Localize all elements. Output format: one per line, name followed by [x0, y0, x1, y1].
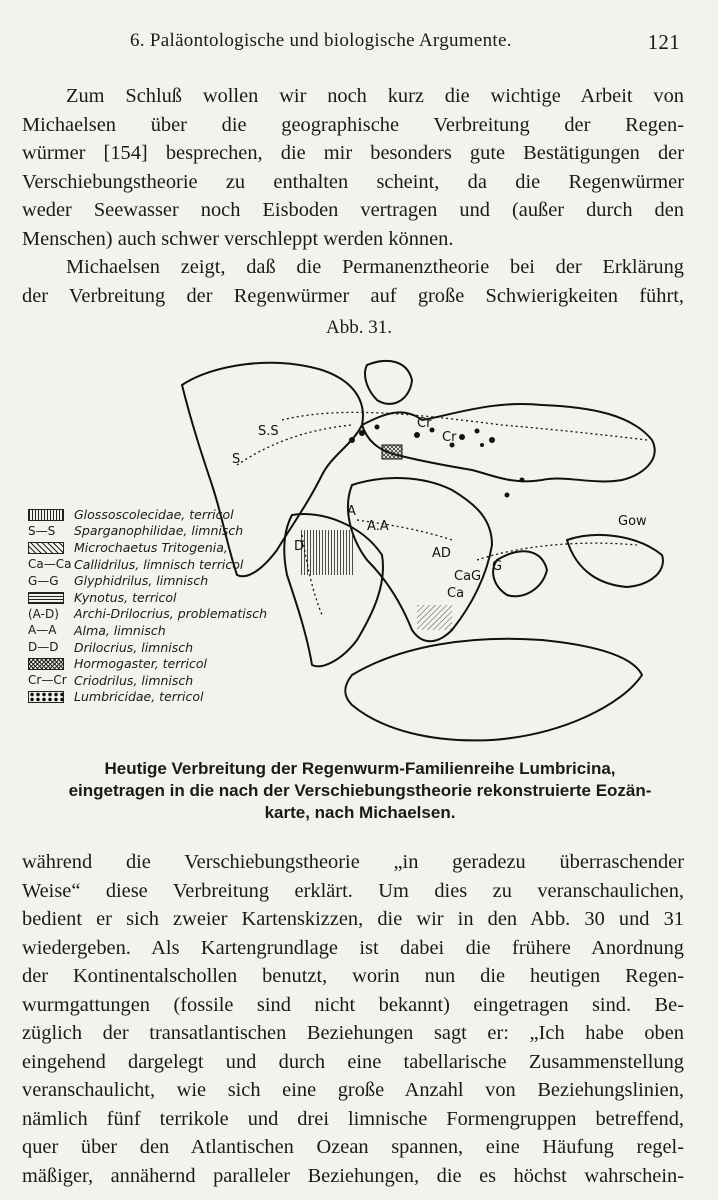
text-line: der Kontinentalschollen benutzt, worin nun die heutigen Regen- — [22, 965, 684, 987]
legend-text: Archi-Drilocrius, problematisch — [74, 606, 268, 622]
legend-text: Glyphidrilus, limnisch — [74, 573, 209, 589]
lumbricidae-dots — [349, 425, 525, 498]
map-label: Ca — [447, 586, 465, 601]
caption-line: karte, nach Michaelsen. — [264, 803, 456, 822]
microchaetus-area — [417, 605, 452, 630]
legend-item — [28, 523, 298, 540]
diagonal-hatch-icon — [28, 542, 64, 554]
legend-text: Callidrilus, limnisch terricol — [74, 556, 244, 572]
text-line: nämlich fünf terrikole und drei limnische Formengruppen betreffend, — [22, 1107, 684, 1130]
glossoscolecidae-area — [300, 530, 355, 575]
figure-legend — [28, 506, 298, 705]
legend-text: Alma, limnisch — [74, 622, 166, 638]
caption-line: eingetragen in die nach der Verschiebungstheorie rekonstruierte Eozän- — [68, 781, 652, 800]
legend-item — [28, 589, 298, 606]
legend-text: Glossoscolecidae, terricol — [74, 506, 234, 522]
text-line: quer über den Atlantischen Ozean spannen, eine Häufung regel- — [22, 1136, 684, 1158]
legend-text: Kynotus, terricol — [74, 589, 177, 605]
caption-line: Heutige Verbreitung der Regenwurm-Familienreihe Lumbricina, — [104, 759, 616, 778]
text-line: eingehend dargelegt und durch eine tabellarische Zusammenstellung — [22, 1050, 684, 1073]
text-line: Weise“ diese Verbreitung erklärt. Um dies zu veranschaulichen, — [22, 879, 684, 902]
text-line: Michaelsen zeigt, daß die Permanenztheorie bei der Erklärung — [66, 256, 684, 278]
legend-item — [28, 655, 298, 672]
greenland-outline — [365, 361, 412, 404]
map-label: Gow — [618, 514, 647, 529]
paragraph-3 — [22, 848, 684, 1190]
map-label: A — [347, 504, 356, 519]
crosshatch-icon — [28, 658, 64, 670]
legend-key: D—D — [28, 640, 59, 655]
map-label: CaG — [454, 569, 482, 584]
legend-item — [28, 556, 298, 573]
text-line: wiedergeben. Als Kartengrundlage ist dabei die frühere Anordnung — [22, 936, 684, 959]
text-line: während die Verschiebungstheorie „in geradezu überraschender — [22, 851, 684, 873]
map-label: S.S — [258, 424, 279, 439]
legend-item — [28, 539, 298, 556]
text-line: Menschen) auch schwer verschleppt werden können. — [22, 227, 454, 250]
running-header — [38, 30, 680, 58]
legend-item — [28, 572, 298, 589]
text-line: züglich der transatlantischen Beziehungen sagt er: „Ich habe oben — [22, 1022, 684, 1044]
legend-item — [28, 506, 298, 523]
hormogaster-area — [382, 445, 402, 459]
text-line: wurmgattungen (fossile sind nicht bekannt) eingetragen sind. Be- — [22, 993, 684, 1016]
dots-icon — [28, 691, 64, 703]
map-label: G — [492, 559, 503, 574]
horizontal-hatch-icon — [28, 592, 64, 604]
legend-key: (A-D) — [28, 606, 59, 621]
legend-text: Sparganophilidae, limnisch — [74, 523, 244, 539]
map-label: D — [294, 539, 305, 554]
map-label: A.A — [367, 519, 389, 534]
legend-text: Hormogaster, terricol — [74, 656, 207, 672]
legend-item — [28, 622, 298, 639]
text-line: Michaelsen über die geographische Verbreitung der Regen- — [22, 113, 684, 136]
paragraph-2 — [22, 253, 684, 310]
text-line: würmer [154] besprechen, die mir besonders gute Bestätigungen der — [22, 142, 684, 164]
legend-key: Cr—Cr — [28, 673, 67, 688]
legend-item — [28, 606, 298, 623]
legend-text: Drilocrius, limnisch — [74, 639, 194, 655]
vertical-hatch-icon — [28, 509, 64, 521]
chapter-title: 6. Paläontologische und biologische Argumente. — [130, 30, 512, 51]
map-label: Cr — [442, 430, 457, 445]
text-line: veranschaulicht, wie sich eine große Anzahl von Beziehungslinien, — [22, 1079, 684, 1101]
text-line: der Verbreitung der Regenwürmer auf große Schwierigkeiten führt, — [22, 284, 684, 307]
eurasia-outline — [362, 404, 655, 481]
legend-item — [28, 639, 298, 656]
legend-key: G—G — [28, 573, 59, 588]
text-line: mäßiger, annähernd paralleler Beziehungen, die es höchst wahrschein- — [22, 1164, 684, 1187]
legend-key: S—S — [28, 523, 56, 538]
legend-text: Microchaetus Tritogenia, — [74, 539, 228, 555]
legend-item — [28, 689, 298, 706]
figure-label: Abb. 31. — [326, 317, 392, 338]
map-label: AD — [432, 546, 451, 561]
page-number: 121 — [647, 30, 680, 54]
legend-key: Ca—Ca — [28, 557, 72, 572]
text-line: Zum Schluß wollen wir noch kurz die wichtige Arbeit von — [66, 85, 684, 107]
figure-caption — [30, 758, 690, 824]
antarctica-outline — [345, 639, 642, 741]
text-line: Verschiebungstheorie zu enthalten scheint, da die Regenwürmer — [22, 170, 684, 193]
paragraph-1 — [22, 82, 684, 253]
text-line: bedient er sich zweier Kartenskizzen, die wir in den Abb. 30 und 31 — [22, 908, 684, 930]
legend-key: A—A — [28, 623, 57, 638]
legend-item — [28, 672, 298, 689]
text-line: weder Seewasser noch Eisboden vertragen und (außer durch den — [22, 199, 684, 221]
map-label: S — [232, 452, 241, 467]
legend-text: Lumbricidae, terricol — [74, 689, 204, 705]
map-label: Cr — [417, 416, 432, 431]
legend-text: Criodrilus, limnisch — [74, 672, 194, 688]
